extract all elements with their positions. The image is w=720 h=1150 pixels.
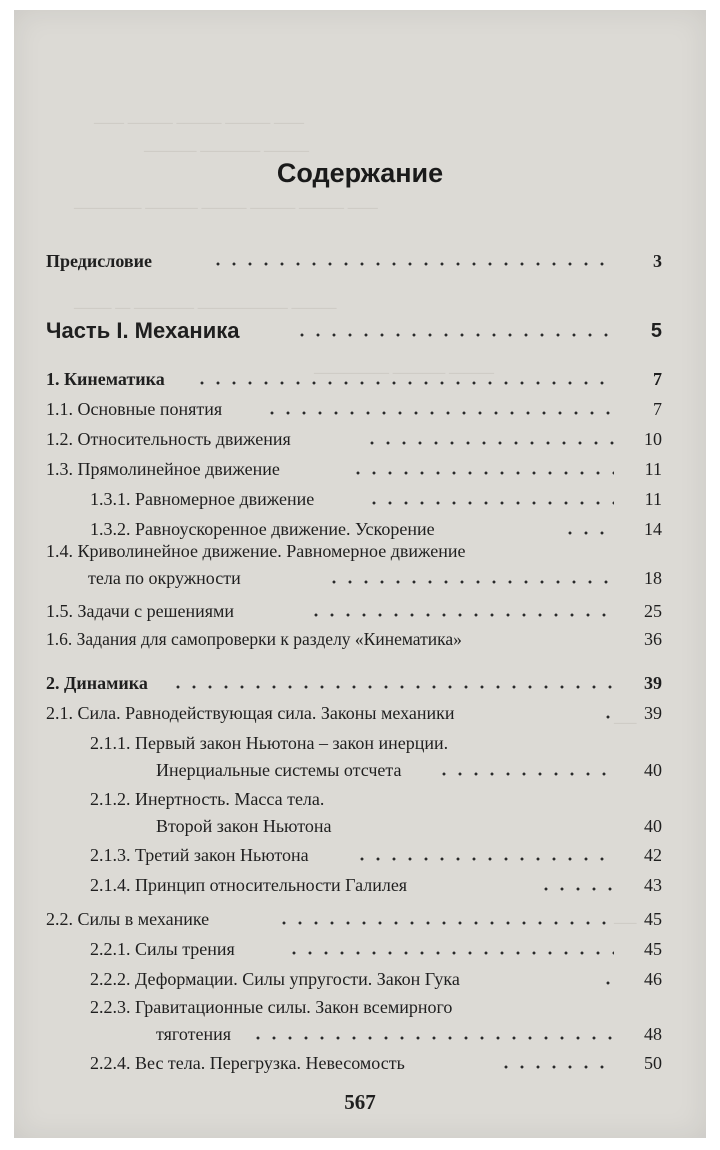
leader-dots [170, 685, 614, 689]
toc-entry-label: 2.1.3. Третий закон Ньютона [90, 845, 309, 865]
toc-entry-label: 1.5. Задачи с решениями [46, 601, 235, 621]
toc-entry[interactable] [14, 966, 706, 996]
toc-page-number: 11 [644, 459, 662, 479]
leader-dots [326, 580, 614, 584]
toc-entry-label-line2: Второй закон Ньютона [156, 816, 332, 836]
toc-page-number: 5 [650, 320, 662, 342]
toc-entry[interactable] [14, 730, 706, 786]
toc-entry-label-line2: тела по окружности [88, 568, 241, 588]
toc-entry[interactable] [14, 486, 706, 516]
toc-page-number: 43 [644, 875, 662, 895]
page-number: 567 [344, 1090, 376, 1114]
toc-page-number: 11 [644, 489, 662, 509]
toc-page-number: 45 [644, 939, 662, 959]
toc-page-number: 14 [644, 519, 662, 539]
toc-entry-label: 2.1. Сила. Равнодействующая сила. Законы механики [46, 703, 455, 723]
toc-entry[interactable] [14, 1050, 706, 1080]
toc-entry-label: 2.2. Силы в механике [46, 909, 210, 929]
toc-entry[interactable] [14, 396, 706, 426]
leader-dots [286, 951, 614, 955]
leader-dots [498, 1065, 614, 1069]
toc-entry-label: 1.3.2. Равноускоренное движение. Ускорение [90, 519, 435, 539]
toc-entry-label-line2: тяготения [156, 1024, 232, 1044]
toc-entry-label-line1: 2.1.2. Инертность. Масса тела. [90, 789, 325, 809]
page-title: Содержание [276, 158, 444, 188]
toc-entry-label: 1.3. Прямолинейное движение [46, 459, 280, 479]
toc-entry-kinematics[interactable] [14, 366, 706, 396]
leader-dots [294, 333, 616, 337]
toc-entry[interactable] [14, 842, 706, 872]
toc-page-number: 50 [644, 1053, 662, 1073]
toc-entry-label: 1.2. Относительность движения [46, 429, 291, 449]
toc-entry-label: 1.3.1. Равномерное движение [90, 489, 315, 509]
toc-page-number: 36 [644, 629, 662, 649]
toc-entry[interactable] [14, 426, 706, 456]
toc-entry[interactable] [14, 936, 706, 966]
toc-entry-label: 1. Кинематика [46, 369, 165, 389]
leader-dots [354, 857, 614, 861]
toc-entry-label: 2.1.4. Принцип относительности Галилея [90, 875, 408, 895]
toc-entry-label-line2: Инерциальные системы отсчета [156, 760, 402, 780]
toc-page-number: 48 [644, 1024, 662, 1044]
toc-page-number: 7 [653, 399, 662, 419]
toc-entry-label-line1: 2.2.3. Гравитационные силы. Закон всемирного [90, 997, 453, 1017]
leader-dots [600, 981, 614, 985]
leader-dots [250, 1036, 614, 1040]
toc-page-number: 18 [644, 568, 662, 588]
leader-dots [276, 921, 614, 925]
book-page: ____ ______ ______ ______ ____ _______ ________ ______ _________ _______ ______ ______ ______ ____ _____ __ ________ ____________ ______ __________ _______ ______ ___ ___ Содержание Предисловие 3 Часть I. Механика 5 1. Кинематика 7 1.1. Основные понятия 7 1.2. Относительность движения 10 1.3. Прямолинейное движение 11 1.3.1. Равномерное движение 11 1.3.2. Равноускоренное движение. Ускорение 14 1.4. Криволинейное движение. Равномерное движение тела по окружности 18 1.5. Задачи с решениями 25 1.6. Задания для самопроверки к разделу «Кинематика» 36 2. Динамика 39 2.1. Сила. Равнодействующая сила. Законы механики 39 2.1.1. Первый закон Ньютона – закон инерции. Инерциальные системы отсчета 40 2.1.2. Инертность. Масса тела. Второй закон Ньютона 40 2.1.3. Третий закон Ньютона 42 2.1.4. Принцип относительности Галилея 43 2.2. Силы в механике 45 2.2.1. Силы трения 45 2.2.2. Деформации. Силы упругости. Закон Гука 46 2.2.3. Гравитационные силы. Закон всемирного тяготения 48 2.2.4. Вес тела. Перегрузка. Невесомость 50 567 [14, 10, 706, 1138]
toc-page-number: 42 [644, 845, 662, 865]
toc-page-number: 39 [644, 703, 662, 723]
leader-dots [436, 772, 614, 776]
toc-entry-part-1[interactable] [14, 316, 706, 346]
toc-page-number: 3 [653, 251, 662, 271]
toc-entry[interactable] [14, 540, 706, 596]
toc-entry[interactable] [14, 872, 706, 902]
leader-dots [366, 501, 614, 505]
toc-entry-label: 1.1. Основные понятия [46, 399, 223, 419]
leader-dots [194, 381, 614, 385]
leader-dots [308, 613, 614, 617]
toc-page-number: 39 [644, 673, 662, 693]
toc-entry[interactable] [14, 906, 706, 936]
toc-page-number: 40 [644, 760, 662, 780]
toc-page-number: 45 [644, 909, 662, 929]
leader-dots [350, 471, 614, 475]
toc-entry-label: 2.2.4. Вес тела. Перегрузка. Невесомость [90, 1053, 405, 1073]
toc-entry[interactable] [14, 786, 706, 842]
toc-entry-label: 1.6. Задания для самопроверки к разделу «Кинематика» [46, 629, 462, 649]
toc-entry-label: 2.2.1. Силы трения [90, 939, 235, 959]
toc-entry[interactable] [14, 626, 706, 656]
toc-entry-label: Часть I. Механика [46, 318, 240, 343]
toc-entry[interactable] [14, 994, 706, 1050]
toc-page-number: 10 [644, 429, 662, 449]
leader-dots [364, 441, 614, 445]
leader-dots [562, 531, 614, 535]
toc-entry-preface[interactable] [14, 246, 706, 276]
toc-entry-label-line1: 2.1.1. Первый закон Ньютона – закон инерции. [90, 733, 449, 753]
toc-entry[interactable] [14, 700, 706, 730]
toc-page-number: 40 [644, 816, 662, 836]
leader-dots [264, 411, 614, 415]
toc-page-number: 46 [644, 969, 662, 989]
toc-entry-dynamics[interactable] [14, 670, 706, 700]
toc-page-number: 7 [653, 369, 662, 389]
toc-entry[interactable] [14, 456, 706, 486]
toc-entry[interactable] [14, 598, 706, 628]
leader-dots [538, 887, 614, 891]
toc-entry-label: 2. Динамика [46, 673, 148, 693]
toc-entry-label: Предисловие [46, 251, 152, 271]
toc-entry-label-line1: 1.4. Криволинейное движение. Равномерное движение [46, 541, 466, 561]
leader-dots [600, 715, 614, 719]
toc-page-number: 25 [644, 601, 662, 621]
leader-dots [210, 262, 614, 266]
toc-entry-label: 2.2.2. Деформации. Силы упругости. Закон Гука [90, 969, 460, 989]
